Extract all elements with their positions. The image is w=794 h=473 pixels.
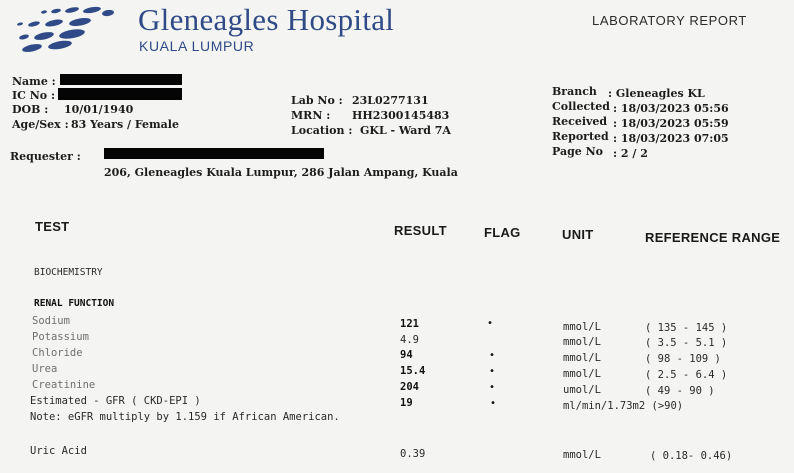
requester-address: 206, Gleneagles Kuala Lumpur, 286 Jalan Ampang, Kuala: [104, 166, 458, 179]
col-reference: REFERENCE RANGE: [645, 230, 781, 245]
row-unit: mmol/L: [563, 449, 601, 461]
row-test: Potassium: [32, 331, 89, 343]
row-result: 4.9: [400, 334, 419, 346]
agesex-value: 83 Years / Female: [71, 118, 179, 131]
row-unit: mmol/L: [563, 368, 601, 380]
row-test: Urea: [32, 363, 58, 375]
col-unit: UNIT: [562, 227, 594, 242]
row-result: 19: [400, 397, 413, 409]
ic-redaction: [58, 88, 182, 100]
row-test: Chloride: [32, 347, 83, 359]
name-redaction: [60, 74, 182, 85]
lab-no-value: 23L0277131: [352, 94, 429, 107]
collected-label: Collected: [552, 100, 610, 113]
col-result: RESULT: [394, 223, 447, 238]
branch-label: Branch: [552, 85, 597, 98]
agesex-label: Age/Sex :: [12, 118, 69, 131]
row-unit: ml/min/1.73m2 (>90): [563, 400, 684, 412]
location-label: Location :: [291, 124, 353, 137]
row-result: 204: [400, 381, 419, 393]
row-flag: •: [489, 366, 496, 377]
row-result: 121: [400, 318, 419, 330]
row-unit: umol/L: [563, 384, 601, 396]
row-ref: ( 0.18- 0.46): [650, 450, 733, 462]
section-renal: RENAL FUNCTION: [34, 298, 115, 309]
row-test: Sodium: [32, 315, 70, 327]
col-test: TEST: [35, 219, 70, 234]
requester-redaction: [104, 148, 324, 159]
hospital-city: KUALA LUMPUR: [139, 38, 255, 54]
received-value: : 18/03/2023 05:59: [613, 117, 729, 130]
row-test: Estimated - GFR ( CKD-EPI ): [30, 395, 201, 407]
row-flag: •: [489, 350, 496, 361]
report-title: LABORATORY REPORT: [592, 13, 747, 28]
row-result: 15.4: [400, 365, 426, 377]
row-unit: mmol/L: [563, 352, 601, 364]
row-result: 0.39: [400, 448, 426, 460]
row-test: Creatinine: [32, 379, 96, 391]
col-flag: FLAG: [484, 225, 521, 240]
location-value: GKL - Ward 7A: [360, 124, 451, 137]
row-ref: ( 98 - 109 ): [645, 353, 721, 365]
row-test: Uric Acid: [30, 445, 87, 457]
reported-value: : 18/03/2023 07:05: [613, 132, 729, 145]
collected-value: : 18/03/2023 05:56: [613, 102, 729, 115]
row-unit: mmol/L: [563, 336, 601, 348]
dob-value: 10/01/1940: [64, 103, 134, 116]
row-ref: ( 3.5 - 5.1 ): [645, 337, 728, 349]
section-biochemistry: BIOCHEMISTRY: [34, 267, 103, 278]
mrn-label: MRN :: [291, 109, 331, 122]
row-flag: •: [490, 398, 497, 409]
dob-label: DOB :: [12, 103, 49, 116]
page-label: Page No: [552, 145, 604, 158]
row-ref: ( 49 - 90 ): [645, 385, 715, 397]
row-result: 94: [400, 349, 413, 361]
row-ref: ( 2.5 - 6.4 ): [645, 369, 728, 381]
reported-label: Reported: [552, 130, 609, 143]
row-unit: mmol/L: [563, 321, 601, 333]
page-value: : 2 / 2: [613, 147, 648, 160]
branch-value: : Gleneagles KL: [608, 87, 705, 100]
lab-no-label: Lab No :: [291, 94, 343, 107]
row-ref: ( 135 - 145 ): [645, 322, 728, 334]
hospital-name: Gleneagles Hospital: [138, 2, 395, 37]
hospital-logo-icon: [10, 4, 120, 52]
mrn-value: HH2300145483: [352, 109, 450, 122]
name-label: Name :: [12, 75, 56, 88]
row-flag: •: [487, 318, 494, 329]
received-label: Received: [552, 115, 608, 128]
row-flag: •: [489, 382, 496, 393]
egfr-note: Note: eGFR multiply by 1.159 if African American.: [30, 411, 340, 423]
ic-label: IC No :: [12, 89, 56, 102]
requester-label: Requester :: [10, 150, 81, 163]
